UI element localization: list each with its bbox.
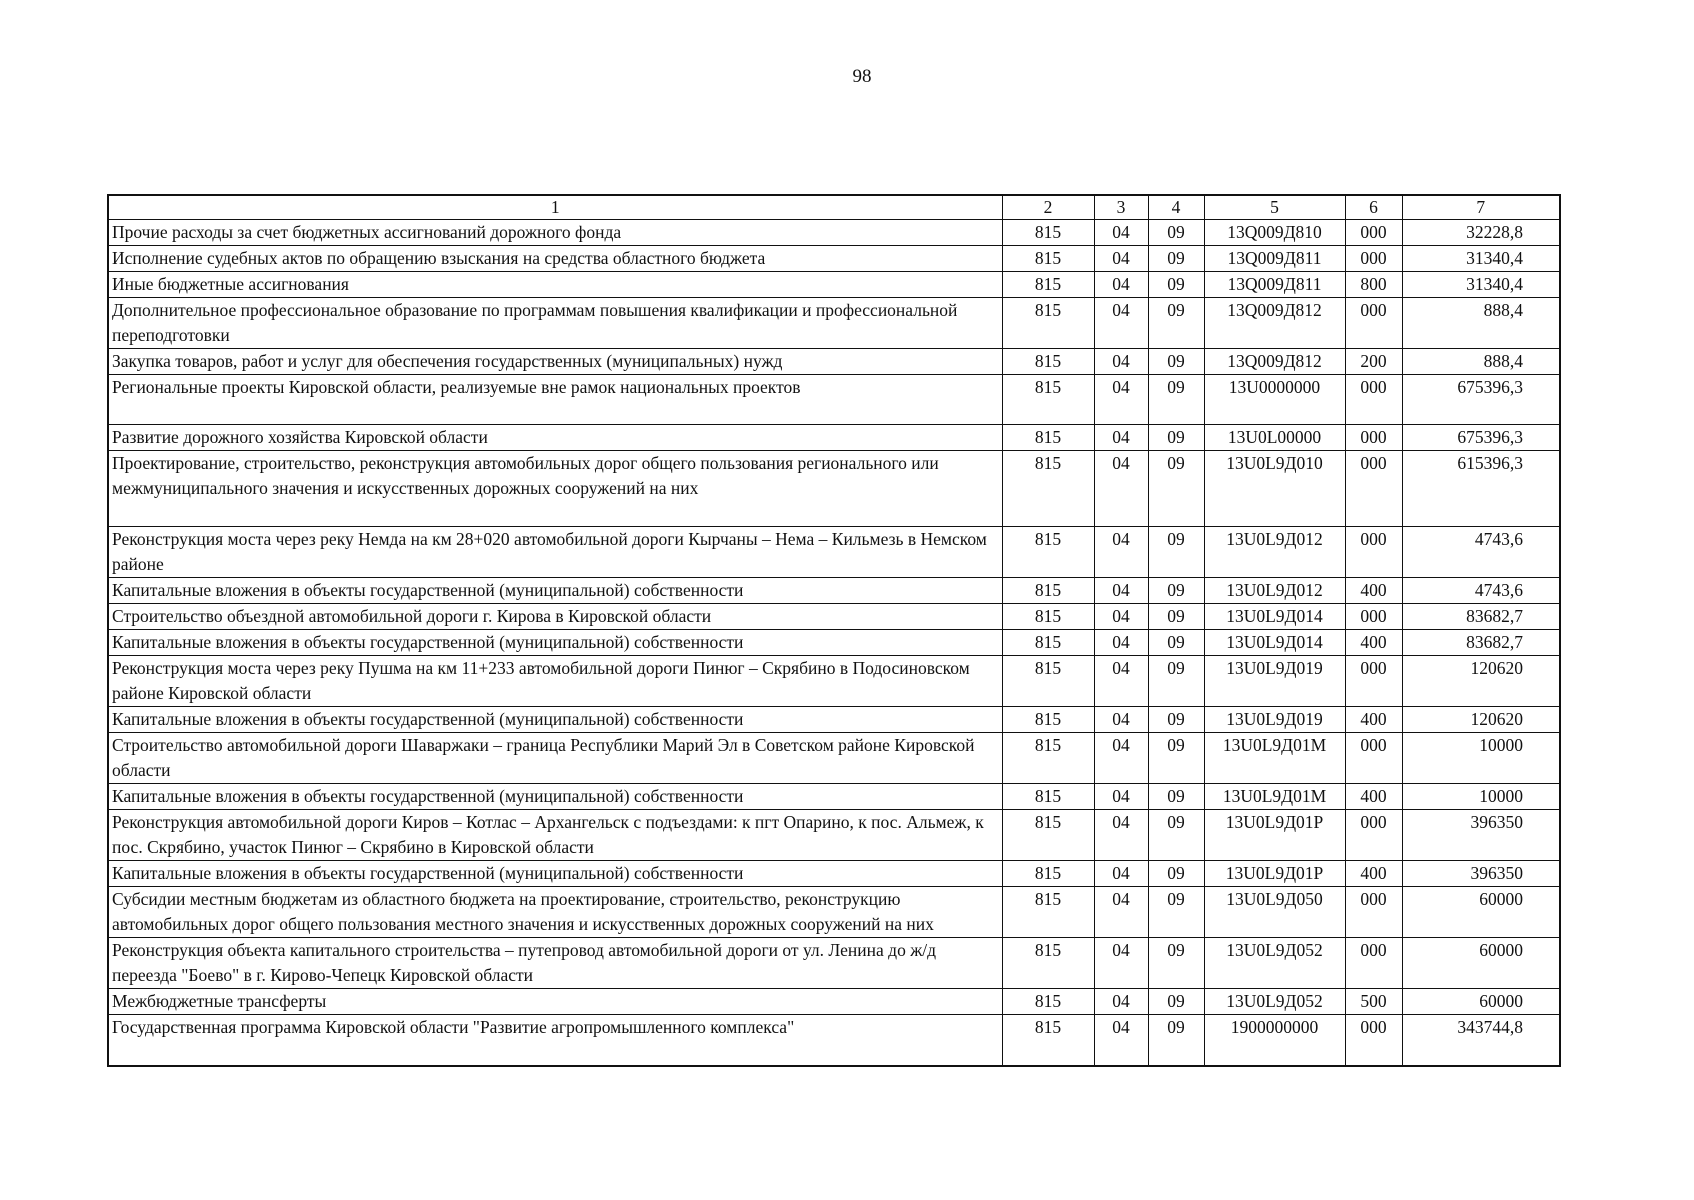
col-3: 04 xyxy=(1094,989,1148,1015)
row-name: Иные бюджетные ассигнования xyxy=(108,272,1002,298)
col-4: 09 xyxy=(1148,246,1204,272)
col-5: 1900000000 xyxy=(1204,1015,1345,1067)
col-3: 04 xyxy=(1094,784,1148,810)
table-row xyxy=(108,375,1560,425)
col-7: 60000 xyxy=(1402,887,1560,938)
col-4: 09 xyxy=(1148,938,1204,989)
col-2: 815 xyxy=(1002,784,1094,810)
table-row xyxy=(108,604,1560,630)
col-2: 815 xyxy=(1002,707,1094,733)
col-5: 13U0L9Д01М xyxy=(1204,784,1345,810)
col-4: 09 xyxy=(1148,604,1204,630)
col-6: 400 xyxy=(1345,707,1402,733)
col-7: 615396,3 xyxy=(1402,451,1560,527)
col-2: 815 xyxy=(1002,630,1094,656)
col-3: 04 xyxy=(1094,938,1148,989)
header-col-1: 1 xyxy=(108,195,1002,220)
col-3: 04 xyxy=(1094,733,1148,784)
row-name: Исполнение судебных актов по обращению взыскания на средства областного бюджета xyxy=(108,246,1002,272)
col-4: 09 xyxy=(1148,630,1204,656)
col-7: 888,4 xyxy=(1402,298,1560,349)
header-col-3: 3 xyxy=(1094,195,1148,220)
col-3: 04 xyxy=(1094,272,1148,298)
table-header xyxy=(108,195,1560,220)
row-name: Развитие дорожного хозяйства Кировской области xyxy=(108,425,1002,451)
col-7: 4743,6 xyxy=(1402,578,1560,604)
col-5: 13U0000000 xyxy=(1204,375,1345,425)
col-7: 4743,6 xyxy=(1402,527,1560,578)
col-2: 815 xyxy=(1002,451,1094,527)
header-row xyxy=(108,195,1560,220)
col-3: 04 xyxy=(1094,887,1148,938)
table-row xyxy=(108,578,1560,604)
table-body xyxy=(108,220,1560,1067)
table-row xyxy=(108,246,1560,272)
col-5: 13U0L9Д014 xyxy=(1204,604,1345,630)
col-6: 000 xyxy=(1345,375,1402,425)
col-2: 815 xyxy=(1002,220,1094,246)
col-3: 04 xyxy=(1094,604,1148,630)
col-3: 04 xyxy=(1094,349,1148,375)
col-3: 04 xyxy=(1094,527,1148,578)
table-row xyxy=(108,349,1560,375)
col-4: 09 xyxy=(1148,861,1204,887)
col-6: 200 xyxy=(1345,349,1402,375)
col-5: 13Q009Д812 xyxy=(1204,298,1345,349)
col-7: 120620 xyxy=(1402,656,1560,707)
col-7: 83682,7 xyxy=(1402,630,1560,656)
table-row xyxy=(108,733,1560,784)
col-7: 31340,4 xyxy=(1402,246,1560,272)
col-2: 815 xyxy=(1002,349,1094,375)
col-5: 13U0L00000 xyxy=(1204,425,1345,451)
col-5: 13Q009Д811 xyxy=(1204,246,1345,272)
col-4: 09 xyxy=(1148,272,1204,298)
col-6: 000 xyxy=(1345,451,1402,527)
page-number: 98 xyxy=(852,66,872,87)
row-name: Капитальные вложения в объекты государственной (муниципальной) собственности xyxy=(108,784,1002,810)
table-row xyxy=(108,272,1560,298)
col-2: 815 xyxy=(1002,887,1094,938)
col-7: 10000 xyxy=(1402,784,1560,810)
table-row xyxy=(108,810,1560,861)
table-row xyxy=(108,938,1560,989)
header-col-5: 5 xyxy=(1204,195,1345,220)
col-6: 000 xyxy=(1345,887,1402,938)
col-3: 04 xyxy=(1094,298,1148,349)
col-5: 13U0L9Д01М xyxy=(1204,733,1345,784)
col-6: 000 xyxy=(1345,656,1402,707)
col-5: 13U0L9Д019 xyxy=(1204,707,1345,733)
header-col-7: 7 xyxy=(1402,195,1560,220)
row-name: Реконструкция автомобильной дороги Киров – Котлас – Архангельск с подъездами: к пгт Опарино, к пос. Альмеж, к пос. Скрябино, участок Пинюг – Скрябино в Кировской области xyxy=(108,810,1002,861)
col-3: 04 xyxy=(1094,246,1148,272)
col-7: 120620 xyxy=(1402,707,1560,733)
col-7: 675396,3 xyxy=(1402,375,1560,425)
col-6: 000 xyxy=(1345,298,1402,349)
table-row xyxy=(108,451,1560,527)
col-6: 400 xyxy=(1345,630,1402,656)
col-2: 815 xyxy=(1002,527,1094,578)
col-6: 000 xyxy=(1345,220,1402,246)
col-4: 09 xyxy=(1148,527,1204,578)
col-3: 04 xyxy=(1094,220,1148,246)
table-row xyxy=(108,527,1560,578)
col-4: 09 xyxy=(1148,656,1204,707)
col-4: 09 xyxy=(1148,298,1204,349)
col-5: 13U0L9Д01Р xyxy=(1204,861,1345,887)
col-6: 000 xyxy=(1345,810,1402,861)
col-7: 60000 xyxy=(1402,938,1560,989)
table-row xyxy=(108,630,1560,656)
row-name: Дополнительное профессиональное образование по программам повышения квалификации и профессиональной переподготовки xyxy=(108,298,1002,349)
col-5: 13U0L9Д012 xyxy=(1204,578,1345,604)
col-4: 09 xyxy=(1148,810,1204,861)
header-col-6: 6 xyxy=(1345,195,1402,220)
row-name: Капитальные вложения в объекты государственной (муниципальной) собственности xyxy=(108,707,1002,733)
col-2: 815 xyxy=(1002,604,1094,630)
col-3: 04 xyxy=(1094,451,1148,527)
col-6: 400 xyxy=(1345,784,1402,810)
row-name: Государственная программа Кировской области "Развитие агропромышленного комплекса" xyxy=(108,1015,1002,1067)
row-name: Капитальные вложения в объекты государственной (муниципальной) собственности xyxy=(108,578,1002,604)
col-2: 815 xyxy=(1002,578,1094,604)
col-6: 000 xyxy=(1345,246,1402,272)
row-name: Реконструкция моста через реку Немда на км 28+020 автомобильной дороги Кырчаны – Нема – Кильмезь в Немском районе xyxy=(108,527,1002,578)
col-5: 13U0L9Д050 xyxy=(1204,887,1345,938)
row-name: Проектирование, строительство, реконструкция автомобильных дорог общего пользования регионального или межмуниципального значения и искусственных дорожных сооружений на них xyxy=(108,451,1002,527)
col-7: 343744,8 xyxy=(1402,1015,1560,1067)
col-2: 815 xyxy=(1002,425,1094,451)
col-4: 09 xyxy=(1148,375,1204,425)
col-7: 675396,3 xyxy=(1402,425,1560,451)
col-2: 815 xyxy=(1002,733,1094,784)
col-3: 04 xyxy=(1094,707,1148,733)
col-7: 396350 xyxy=(1402,861,1560,887)
col-7: 32228,8 xyxy=(1402,220,1560,246)
col-5: 13U0L9Д010 xyxy=(1204,451,1345,527)
col-5: 13U0L9Д019 xyxy=(1204,656,1345,707)
budget-table xyxy=(107,194,1561,1067)
row-name: Прочие расходы за счет бюджетных ассигнований дорожного фонда xyxy=(108,220,1002,246)
col-4: 09 xyxy=(1148,451,1204,527)
table-row xyxy=(108,298,1560,349)
header-col-2: 2 xyxy=(1002,195,1094,220)
col-3: 04 xyxy=(1094,578,1148,604)
col-2: 815 xyxy=(1002,810,1094,861)
row-name: Межбюджетные трансферты xyxy=(108,989,1002,1015)
col-2: 815 xyxy=(1002,272,1094,298)
col-4: 09 xyxy=(1148,349,1204,375)
col-4: 09 xyxy=(1148,887,1204,938)
col-4: 09 xyxy=(1148,220,1204,246)
col-2: 815 xyxy=(1002,938,1094,989)
table-row xyxy=(108,887,1560,938)
col-6: 800 xyxy=(1345,272,1402,298)
col-5: 13U0L9Д052 xyxy=(1204,989,1345,1015)
col-6: 000 xyxy=(1345,733,1402,784)
col-2: 815 xyxy=(1002,1015,1094,1067)
col-7: 396350 xyxy=(1402,810,1560,861)
col-7: 10000 xyxy=(1402,733,1560,784)
row-name: Региональные проекты Кировской области, реализуемые вне рамок национальных проектов xyxy=(108,375,1002,425)
col-2: 815 xyxy=(1002,989,1094,1015)
col-5: 13Q009Д812 xyxy=(1204,349,1345,375)
col-5: 13Q009Д811 xyxy=(1204,272,1345,298)
col-7: 888,4 xyxy=(1402,349,1560,375)
row-name: Строительство автомобильной дороги Шаваржаки – граница Республики Марий Эл в Советском районе Кировской области xyxy=(108,733,1002,784)
col-2: 815 xyxy=(1002,656,1094,707)
col-4: 09 xyxy=(1148,1015,1204,1067)
header-col-4: 4 xyxy=(1148,195,1204,220)
col-2: 815 xyxy=(1002,375,1094,425)
table-row xyxy=(108,861,1560,887)
col-5: 13U0L9Д012 xyxy=(1204,527,1345,578)
col-4: 09 xyxy=(1148,989,1204,1015)
col-7: 31340,4 xyxy=(1402,272,1560,298)
col-3: 04 xyxy=(1094,375,1148,425)
table-row xyxy=(108,220,1560,246)
row-name: Строительство объездной автомобильной дороги г. Кирова в Кировской области xyxy=(108,604,1002,630)
col-4: 09 xyxy=(1148,578,1204,604)
col-3: 04 xyxy=(1094,425,1148,451)
row-name: Капитальные вложения в объекты государственной (муниципальной) собственности xyxy=(108,630,1002,656)
table-row xyxy=(108,425,1560,451)
row-name: Реконструкция моста через реку Пушма на км 11+233 автомобильной дороги Пинюг – Скрябино в Подосиновском районе Кировской области xyxy=(108,656,1002,707)
col-5: 13U0L9Д014 xyxy=(1204,630,1345,656)
col-2: 815 xyxy=(1002,246,1094,272)
table-row xyxy=(108,989,1560,1015)
col-3: 04 xyxy=(1094,861,1148,887)
col-6: 400 xyxy=(1345,861,1402,887)
col-3: 04 xyxy=(1094,630,1148,656)
col-6: 500 xyxy=(1345,989,1402,1015)
col-3: 04 xyxy=(1094,656,1148,707)
row-name: Закупка товаров, работ и услуг для обеспечения государственных (муниципальных) нужд xyxy=(108,349,1002,375)
col-3: 04 xyxy=(1094,1015,1148,1067)
col-6: 000 xyxy=(1345,938,1402,989)
col-2: 815 xyxy=(1002,861,1094,887)
table-row xyxy=(108,1015,1560,1067)
col-4: 09 xyxy=(1148,784,1204,810)
col-6: 000 xyxy=(1345,604,1402,630)
col-6: 000 xyxy=(1345,527,1402,578)
table-row xyxy=(108,656,1560,707)
table-row xyxy=(108,707,1560,733)
col-6: 000 xyxy=(1345,1015,1402,1067)
col-5: 13U0L9Д052 xyxy=(1204,938,1345,989)
col-3: 04 xyxy=(1094,810,1148,861)
row-name: Реконструкция объекта капитального строительства – путепровод автомобильной дороги от ул. Ленина до ж/д переезда "Боево" в г. Кирово-Чепецк Кировской области xyxy=(108,938,1002,989)
col-7: 60000 xyxy=(1402,989,1560,1015)
row-name: Капитальные вложения в объекты государственной (муниципальной) собственности xyxy=(108,861,1002,887)
col-4: 09 xyxy=(1148,707,1204,733)
col-4: 09 xyxy=(1148,733,1204,784)
col-6: 000 xyxy=(1345,425,1402,451)
col-7: 83682,7 xyxy=(1402,604,1560,630)
row-name: Субсидии местным бюджетам из областного бюджета на проектирование, строительство, реконструкцию автомобильных дорог общего пользования местного значения и искусственных дорожных сооружений на них xyxy=(108,887,1002,938)
col-5: 13Q009Д810 xyxy=(1204,220,1345,246)
col-2: 815 xyxy=(1002,298,1094,349)
col-5: 13U0L9Д01Р xyxy=(1204,810,1345,861)
col-6: 400 xyxy=(1345,578,1402,604)
col-4: 09 xyxy=(1148,425,1204,451)
table-row xyxy=(108,784,1560,810)
